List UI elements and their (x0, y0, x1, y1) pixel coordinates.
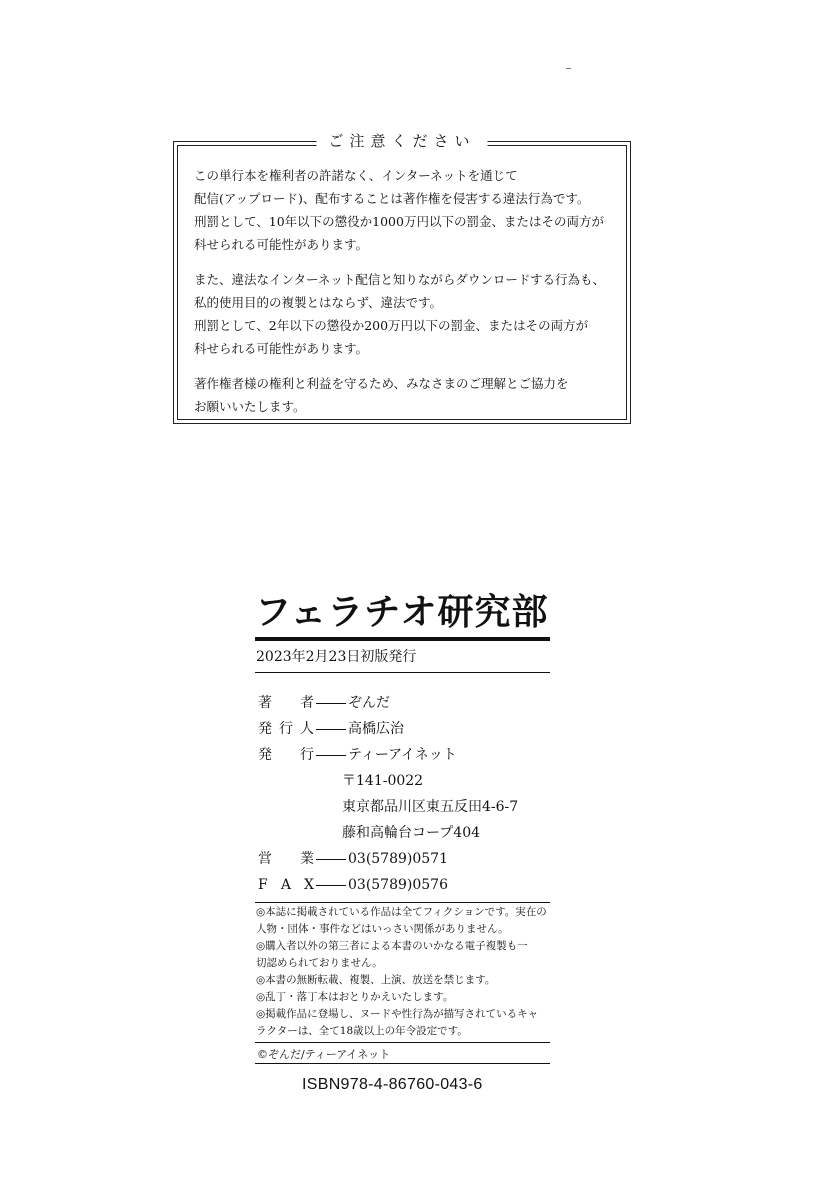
copyright-rule (255, 1063, 550, 1064)
notes (256, 904, 547, 1040)
dash-divider (316, 755, 346, 756)
note-line: ◎掲載作品に登場し、ヌードや性行為が描写されているキャ (256, 1008, 539, 1020)
credit-publisher (258, 742, 518, 768)
book-title: フェラチオ研究部 (255, 592, 549, 633)
note-line: ◎乱丁・落丁本はおとりかえいたします。 (256, 991, 454, 1003)
date-rule (255, 672, 550, 673)
dash-divider (316, 729, 346, 730)
notice-line: 科せられる可能性があります。 (194, 237, 369, 252)
isbn: ISBN978-4-86760-043-6 (302, 1076, 483, 1093)
notice-line: 刑罰として、2年以下の懲役か200万円以下の罰金、またはその両方が (194, 318, 589, 333)
note-line: ◎本書の無断転載、複製、上演、放送を禁じます。 (256, 974, 496, 986)
credit-label: 営 業 (258, 851, 314, 867)
credit-value: ティーアイネット (348, 747, 457, 763)
address-line-1: 東京都品川区東五反田4-6-7 (342, 799, 519, 815)
credit-value: 高橋広治 (348, 721, 404, 737)
notice-line: また、違法なインターネット配信と知りながらダウンロードする行為も、 (194, 272, 606, 287)
title-rule (255, 637, 550, 641)
credit-author (258, 690, 518, 716)
notes-bottom-rule (255, 1042, 550, 1043)
notice-line: 科せられる可能性があります。 (194, 341, 369, 356)
postal-code: 〒141-0022 (342, 773, 424, 789)
note-line: ◎購入者以外の第三者による本書のいかなる電子複製も一 (256, 940, 528, 952)
credit-fax (258, 872, 518, 898)
notice-line: 刑罰として、10年以下の懲役か1000万円以下の罰金、またはその両方が (194, 214, 604, 229)
notice-box (173, 132, 631, 424)
credit-publisher-person (258, 716, 518, 742)
address-line-2: 藤和高輪台コープ404 (342, 825, 481, 841)
credits (258, 690, 518, 898)
notice-line: 著作権者様の権利と利益を守るため、みなさまのご理解とご協力を (194, 376, 569, 391)
credit-value: ぞんだ (348, 695, 390, 711)
notice-paragraph-1 (194, 164, 624, 256)
notice-paragraph-2 (194, 268, 624, 360)
scan-speck (566, 68, 571, 69)
dash-divider (316, 703, 346, 704)
copyright: ©ぞんだ/ティーアイネット (257, 1048, 391, 1061)
dash-divider (316, 859, 346, 860)
note-line: 切認められておりません。 (256, 957, 383, 969)
dash-divider (316, 885, 346, 886)
credit-label: F A X (258, 877, 314, 893)
notice-line: お願いいたします。 (194, 399, 306, 414)
credit-label: 発 行 (258, 747, 314, 763)
notice-title: ご注意ください (316, 130, 487, 151)
note-line: ◎本誌に掲載されている作品は全てフィクションです。実在の (256, 906, 547, 918)
credit-label: 発行人 (258, 721, 314, 737)
credit-label: 著 者 (258, 695, 314, 711)
note-line: 人物・団体・事件などはいっさい関係がありません。 (256, 923, 509, 935)
notice-line: 私的使用目的の複製とはならず、違法です。 (194, 295, 443, 310)
notice-paragraph-3 (194, 372, 624, 418)
notes-top-rule (255, 902, 550, 903)
note-line: ラクターは、全て18歳以上の年令設定です。 (256, 1025, 468, 1037)
publication-date: 2023年2月23日初版発行 (256, 649, 417, 665)
credit-value: 03(5789)0576 (348, 877, 448, 893)
notice-line: 配信(アップロード)、配布することは著作権を侵害する違法行為です。 (194, 191, 590, 206)
credit-sales (258, 846, 518, 872)
notice-body (194, 164, 624, 418)
notice-line: この単行本を権利者の許諾なく、インターネットを通じて (194, 168, 518, 183)
credit-value: 03(5789)0571 (348, 851, 448, 867)
